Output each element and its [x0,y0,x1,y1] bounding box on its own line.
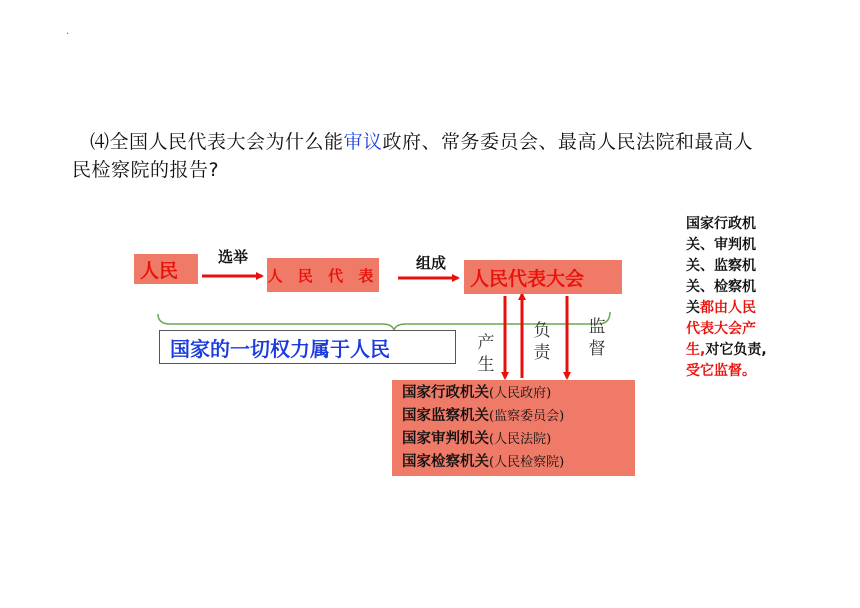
question-number: ⑷ [90,131,110,153]
organ-paren: (人民政府) [489,386,552,401]
supervise-char-2: 督 [588,339,606,359]
organ-item [402,428,551,451]
npc-box: 人民代表大会 [464,260,622,294]
side-note-black-1: 国家行政机关、审判机关、监察机关、检察机关 [686,216,756,316]
organ-name: 国家审判机关 [402,431,489,447]
organ-item [402,451,564,474]
compose-label: 组成 [416,254,447,272]
question-part-2: 政府、常务委员会、最高人民法院和最高人民检察院的报告? [72,131,754,181]
produce-char-2: 生 [477,355,495,375]
decor-dot: . [66,26,70,37]
question-part-1: 全国人民代表大会为什么能 [109,131,344,153]
power-statement: 国家的一切权力属于人民 [159,330,456,364]
produce-label [476,332,496,376]
representatives-box: 人 民 代 表 [267,258,379,292]
supervise-label [587,316,607,360]
organ-name: 国家监察机关 [402,408,489,424]
organ-paren: (监察委员会) [489,409,565,424]
question-highlight: 审议 [343,131,383,153]
organ-paren: (人民检察院) [489,455,565,470]
organ-name: 国家行政机关 [402,385,489,401]
organ-paren: (人民法院) [489,432,552,447]
elect-label: 选举 [218,248,249,266]
responsible-char-2: 责 [533,343,551,363]
organ-item [402,405,564,428]
side-note [686,214,768,382]
people-box: 人民 [134,254,198,284]
side-note-red-2: 受它监督。 [686,363,756,379]
organ-item [402,382,551,405]
responsible-label [532,320,552,364]
side-note-red-1: 都由人民代表大会产生, [686,300,756,358]
produce-char-1: 产 [477,333,495,353]
organ-name: 国家检察机关 [402,454,489,470]
supervise-char-1: 监 [588,317,606,337]
responsible-char-1: 负 [533,321,551,341]
state-organs-box [392,380,635,476]
side-note-black-2: 对它负责, [705,342,767,358]
